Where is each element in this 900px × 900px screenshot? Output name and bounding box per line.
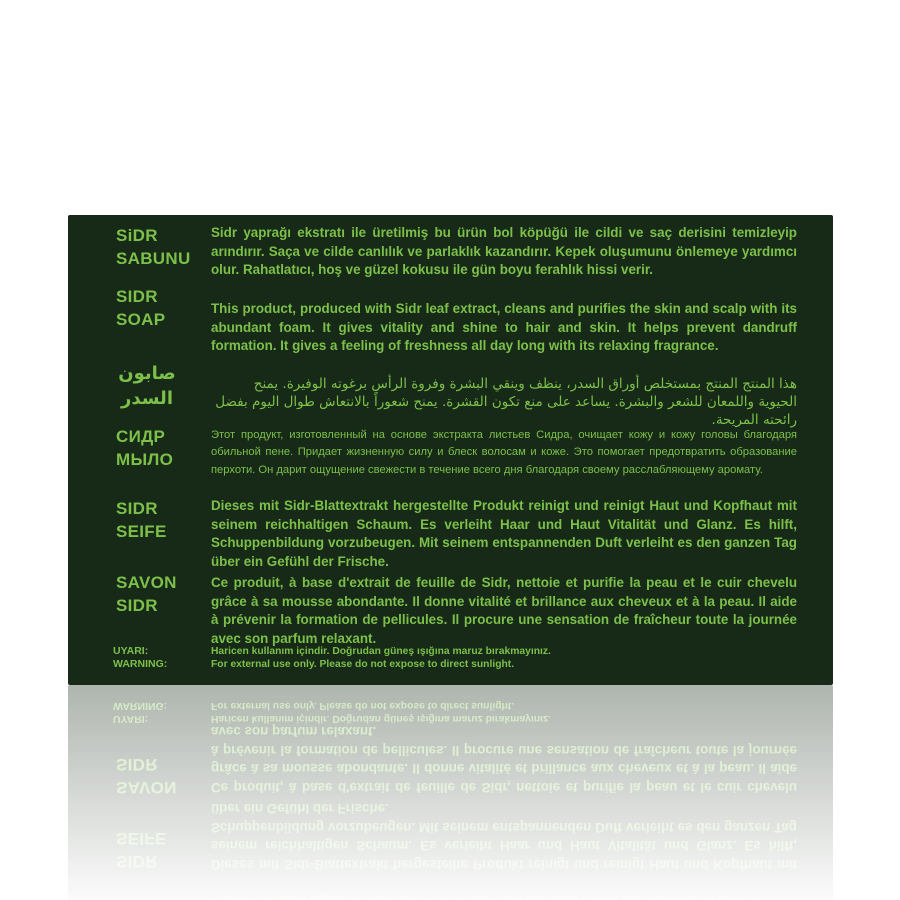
label-line: SABUNU	[116, 249, 191, 268]
label-line: SIDR	[116, 596, 158, 615]
label-french	[116, 571, 177, 617]
label-arabic	[116, 361, 178, 411]
product-label-panel	[68, 215, 833, 685]
label-line: СИДР	[116, 427, 166, 446]
text-arabic: هذا المنتج المنتج بمستخلص أوراق السدر، ينظف وينقي البشرة وفروة الرأس برغوته الوفيرة. يمنح الحيوية واللمعان للشعر والبشرة. يساعد على منع تكون القشرة. يمنح شعوراً بالانتعاش طوال اليوم بفضل رائحته المريحة.	[215, 376, 797, 428]
label-german	[116, 497, 167, 543]
text-german: Dieses mit Sidr-Blattextrakt hergestellte Produkt reinigt und reinigt Haut und Kopfhaut mit seinem reichhaltigen Schaum. Es verleiht Haar und Haut Vitalität und Glanz. Es hilft, Schuppenbildung vorzubeugen. Mit seinem entspannenden Duft verleiht es den ganzen Tag über ein Gefühl der Frische.	[211, 498, 797, 569]
text-turkish: Sidr yaprağı ekstratı ile üretilmiş bu ürün bol köpüğü ile cildi ve saç derisini temizleyip arındırır. Saça ve cilde canlılık ve parlaklık kazandırır. Kepek oluşumunu önlemeye yardımcı olur. Rahatlatıcı, hoş ve güzel kokusu ile gün boyu ferahlık hissi verir.	[211, 225, 797, 278]
warning-text-english: For external use only. Please do not expose to direct sunlight.	[211, 659, 515, 670]
label-line: SOAP	[116, 310, 166, 329]
text-french: Ce produit, à base d'extrait de feuille de Sidr, nettoie et purifie la peau et le cuir chevelu grâce à sa mousse abondante. Il donne vitalité et brillance aux cheveux et à la peau. Il aide à prévenir la formation de pellicules. Il procure une sensation de fraîcheur toute la journée avec son parfum relaxant.	[211, 575, 797, 646]
warning-text-turkish: Haricen kullanım içindir. Doğrudan güneş ışığına maruz bırakmayınız.	[211, 646, 551, 657]
label-line: SAVON	[116, 573, 177, 592]
label-line: SIDR	[116, 499, 158, 518]
label-line: SiDR	[116, 226, 158, 245]
label-line: صابون	[118, 363, 176, 384]
label-english	[116, 285, 165, 331]
warning-label-turkish: UYARI:	[113, 645, 149, 657]
label-turkish	[116, 224, 191, 270]
text-russian: Этот продукт, изготовленный на основе экстракта листьев Сидра, очищает кожу и кожу головы благодаря обильной пене. Придает жизненную силу и блеск волосам и коже. Это помогает предотвратить образование перхоти. Он дарит ощущение свежести в течение всего дня благодаря своему расслабляющему аромату.	[211, 429, 797, 476]
label-line: SEIFE	[116, 522, 167, 541]
label-line: SIDR	[116, 287, 158, 306]
label-russian	[116, 425, 173, 471]
label-line: السدر	[120, 388, 173, 409]
warning-label-english: WARNING:	[113, 658, 168, 670]
label-line: МЫЛО	[116, 450, 174, 469]
text-english: This product, produced with Sidr leaf extract, cleans and purifies the skin and scalp with its abundant foam. It gives vitality and shine to hair and skin. It helps prevent dandruff formation. It gives a feeling of freshness all day long with its relaxing fragrance.	[211, 301, 797, 354]
